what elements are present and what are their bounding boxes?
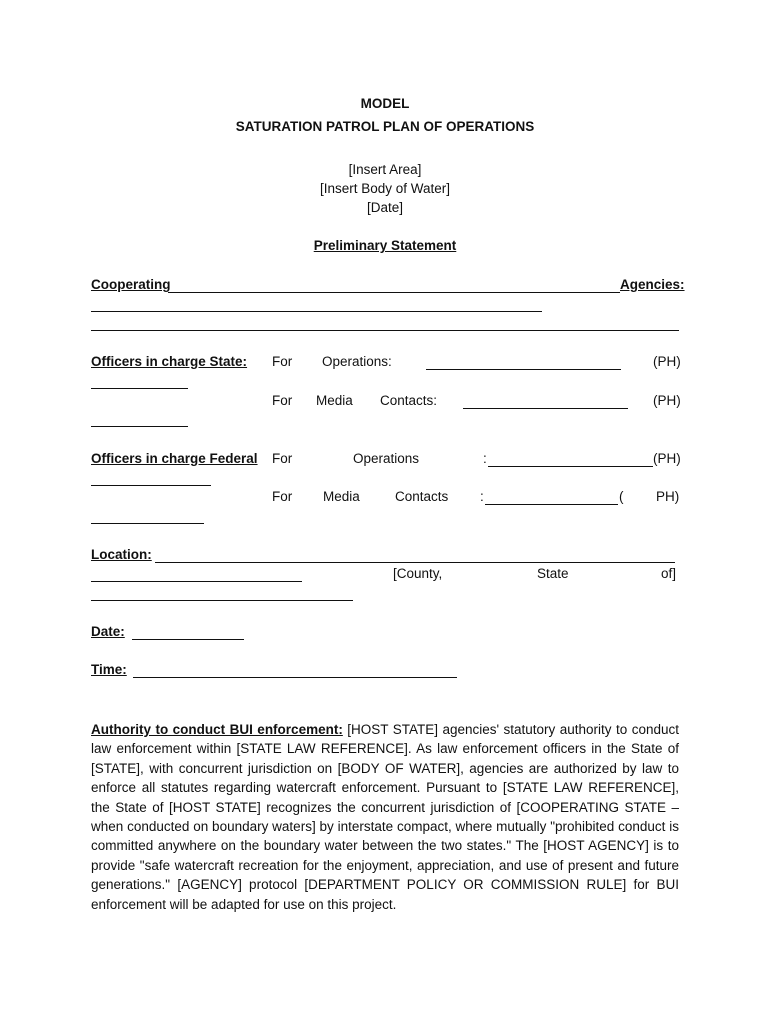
- location-label: Location:: [91, 547, 152, 562]
- state-media-line[interactable]: [463, 408, 628, 409]
- state-media-ph-line[interactable]: [91, 426, 188, 427]
- state-operations-ph-line[interactable]: [91, 388, 188, 389]
- federal-media-line[interactable]: [485, 504, 618, 505]
- federal-contacts-colon: :: [480, 489, 484, 504]
- federal-for-media: For: [272, 489, 293, 504]
- insert-date: [Date]: [366, 200, 404, 215]
- federal-operations-ph-line[interactable]: [91, 485, 211, 486]
- cooperating-line-3[interactable]: [91, 330, 679, 331]
- federal-media-ph-line[interactable]: [91, 523, 204, 524]
- state-operations-line[interactable]: [426, 369, 621, 370]
- insert-area: [Insert Area]: [348, 162, 422, 177]
- date-line[interactable]: [132, 639, 244, 640]
- state-operations-ph: (PH): [653, 354, 681, 369]
- authority-heading: Authority to conduct BUI enforcement:: [91, 722, 343, 737]
- document-title-model: MODEL: [360, 96, 410, 111]
- location-line-2[interactable]: [91, 581, 302, 582]
- cooperating-line-2[interactable]: [91, 311, 542, 312]
- state-for-media: For: [272, 393, 293, 408]
- location-county: [County,: [393, 566, 443, 581]
- location-state: State: [537, 566, 569, 581]
- location-line-3[interactable]: [91, 600, 353, 601]
- authority-paragraph: [91, 720, 679, 914]
- federal-operations-line[interactable]: [488, 466, 653, 467]
- federal-media-paren: (: [619, 489, 624, 504]
- officers-state-label: Officers in charge State:: [91, 354, 248, 369]
- state-for-operations: For: [272, 354, 293, 369]
- time-line[interactable]: [133, 677, 457, 678]
- document-title: SATURATION PATROL PLAN OF OPERATIONS: [235, 119, 535, 134]
- state-media-ph: (PH): [653, 393, 681, 408]
- location-of: of]: [661, 566, 677, 581]
- cooperating-label: Cooperating: [91, 277, 171, 292]
- state-operations-label: Operations:: [322, 354, 392, 369]
- preliminary-statement-heading: Preliminary Statement: [313, 238, 457, 253]
- agencies-label: Agencies:: [620, 277, 685, 292]
- time-label: Time:: [91, 662, 127, 677]
- location-line[interactable]: [155, 562, 675, 563]
- federal-for-operations: For: [272, 451, 293, 466]
- federal-media-ph: PH): [656, 489, 680, 504]
- federal-media-label: Media: [323, 489, 360, 504]
- insert-body-of-water: [Insert Body of Water]: [319, 181, 451, 196]
- cooperating-line[interactable]: [168, 292, 620, 293]
- authority-body: [HOST STATE] agencies' statutory authority to conduct law enforcement within [STATE LAW REFERENCE]. As law enforcement officers in the State of [STATE], with concurrent jurisdiction on [BODY OF WATER], agencies are authorized by law to enforce all statutes regarding watercraft enforcement. Pursuant to [STATE LAW REFERENCE], the State of [HOST STATE] recognizes the concurrent jurisdiction of [COOPERATING STATE – when conducted on boundary waters] by interstate compact, where mutually "prohibited conduct is committed anywhere on the boundary water between the two states." The [HOST AGENCY] is to provide "safe watercraft recreation for the enjoyment, appreciation, and use of present and future generations." [AGENCY] protocol [DEPARTMENT POLICY OR COMMISSION RULE] for BUI enforcement will be adapted for use on this project.: [91, 722, 679, 912]
- officers-federal-label: Officers in charge Federal: [91, 451, 258, 466]
- state-contacts-label: Contacts:: [380, 393, 438, 408]
- date-label: Date:: [91, 624, 125, 639]
- federal-contacts-label: Contacts: [395, 489, 449, 504]
- federal-operations-colon: :: [483, 451, 487, 466]
- state-media-label: Media: [316, 393, 353, 408]
- federal-operations-label: Operations: [353, 451, 420, 466]
- federal-operations-ph: (PH): [653, 451, 681, 466]
